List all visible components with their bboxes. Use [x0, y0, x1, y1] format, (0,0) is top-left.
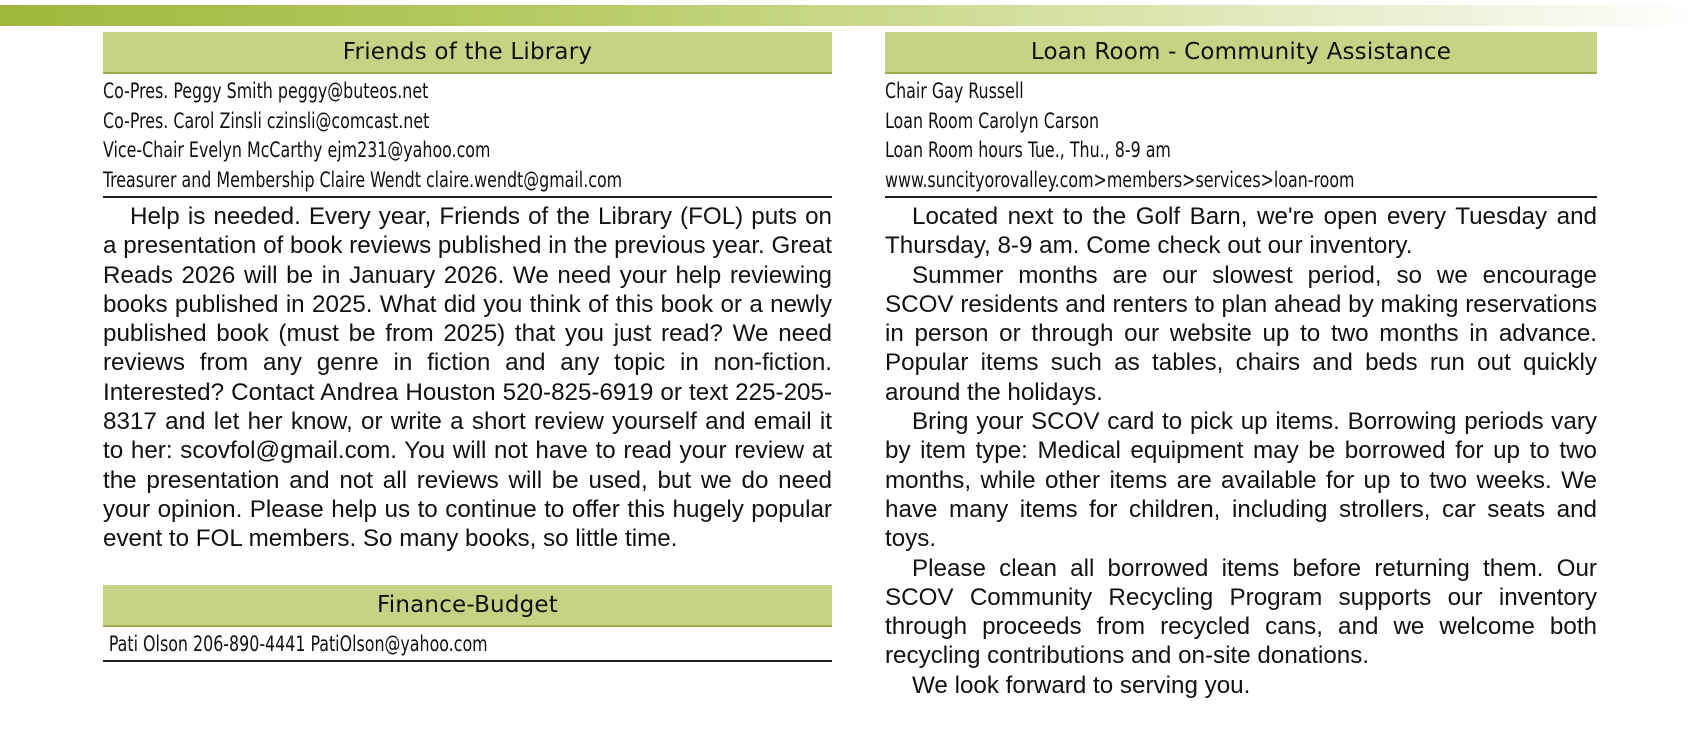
contact-line: Chair Gay Russell [885, 79, 1024, 103]
divider [103, 660, 832, 662]
contact-line: Treasurer and Membership Claire Wendt claire.wendt@gmail.com [103, 167, 623, 192]
contact-line: Loan Room hours Tue., Thu., 8-9 am [885, 138, 1171, 162]
section-header: Finance-Budget [103, 585, 832, 627]
body-paragraph: Located next to the Golf Barn, we're open every Tuesday and Thursday, 8-9 am. Come check out our inventory. [885, 203, 1597, 260]
contact-list [885, 74, 1597, 195]
section-body [103, 198, 832, 554]
right-column [885, 32, 1597, 700]
contact-line: Co-Pres. Peggy Smith peggy@buteos.net [103, 79, 429, 103]
body-paragraph: Summer months are our slowest period, so we encourage SCOV residents and renters to plan ahead by making reservations in person or through our website up to two months in advance. Popular items such as tables, chairs and beds run out quickly around the holidays. [885, 261, 1597, 406]
friends-of-library-section [103, 32, 832, 554]
loan-room-section [885, 32, 1597, 700]
contact-line: Co-Pres. Carol Zinsli czinsli@comcast.net [103, 108, 430, 133]
contact-line: Vice-Chair Evelyn McCarthy ejm231@yahoo.com [103, 138, 491, 162]
section-header: Loan Room - Community Assistance [885, 32, 1597, 74]
body-paragraph: We look forward to serving you. [912, 671, 1251, 699]
body-paragraph: Please clean all borrowed items before returning them. Our SCOV Community Recycling Program supports our inventory through proceeds from recycled cans, and we welcome both recycling contributions and on-site donations. [885, 554, 1597, 670]
finance-budget-section [103, 585, 832, 663]
contact-list [103, 74, 832, 195]
left-column [103, 32, 832, 662]
contact-list [103, 627, 832, 660]
contact-line: Loan Room Carolyn Carson [885, 108, 1100, 133]
body-paragraph: Bring your SCOV card to pick up items. Borrowing periods vary by item type: Medical equipment may be borrowed for up to two months, while other items are available for up to two weeks. We have many items for children, including strollers, car seats and toys. [885, 408, 1597, 553]
section-body [885, 198, 1597, 700]
top-accent-bar [0, 5, 1700, 26]
body-paragraph: Help is needed. Every year, Friends of the Library (FOL) puts on a presentation of book reviews published in the previous year. Great Reads 2026 will be in January 2026. We need your help reviewing books published in 2025. What did you think of this book or a newly published book (must be from 2025) that you just read? We need reviews from any genre in fiction and any topic in non-fiction. Interested? Contact Andrea Houston 520-825-6919 or text 225-205-8317 and let her know, or write a short review yourself and email it to her: scovfol@gmail.com. You will not have to read your review at the presentation and not all reviews will be used, but we do need your opinion. Please help us to continue to offer this hugely popular event to FOL members. So many books, so little time. [103, 203, 832, 553]
contact-line: Pati Olson 206-890-4441 PatiOlson@yahoo.com [108, 631, 488, 656]
website-link[interactable]: www.suncityorovalley.com>members>services>loan-room [885, 167, 1355, 192]
section-header: Friends of the Library [103, 32, 832, 74]
